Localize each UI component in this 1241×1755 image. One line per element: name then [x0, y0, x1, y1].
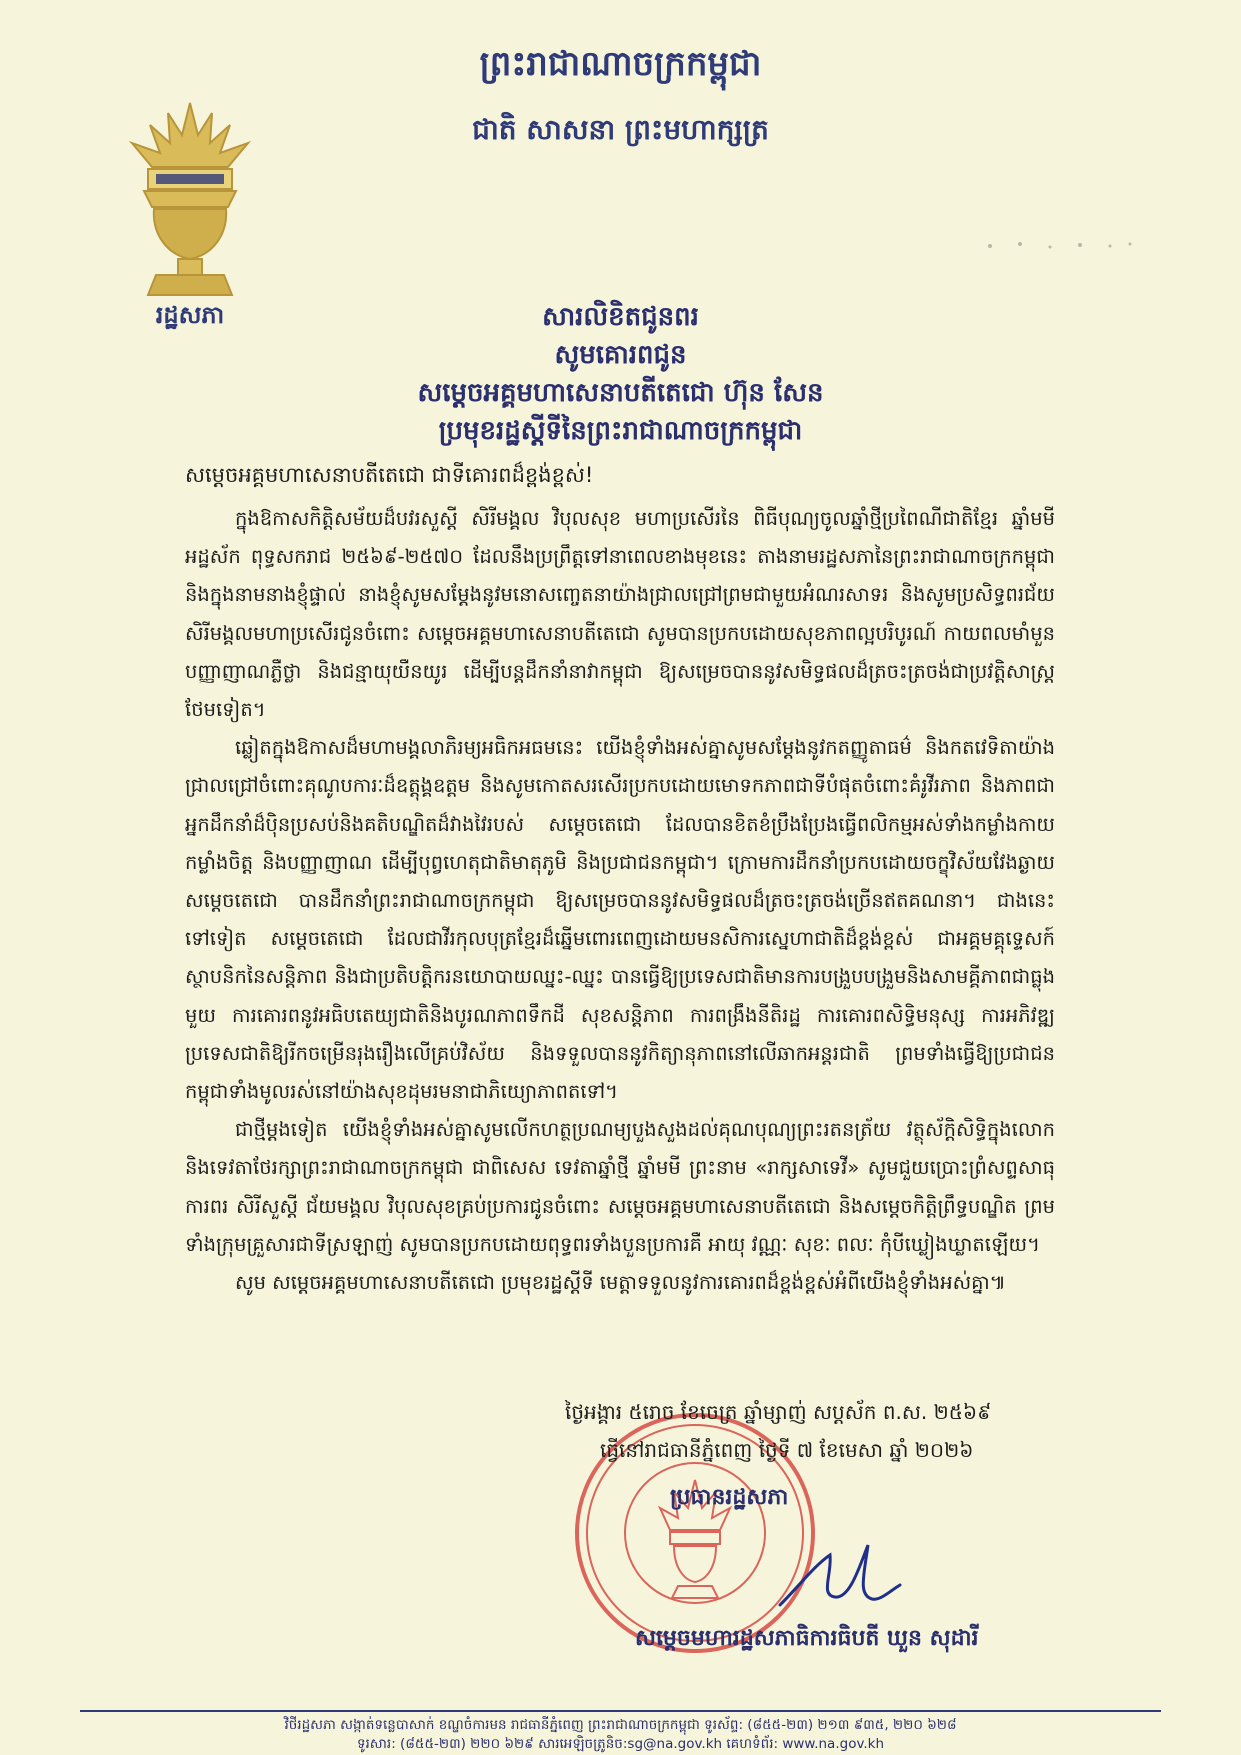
letter-title: សារលិខិតជូនពរ — [542, 302, 699, 332]
lunar-date: ថ្ងៃអង្គារ ៥រោច ខែចេត្រ ឆ្នាំម្សាញ់ សប្តស័ក ព.ស. ២៥៦៩ — [565, 1400, 992, 1424]
national-assembly-emblem-icon — [120, 95, 260, 315]
place-and-date: ធ្វើនៅរាជធានីភ្នំពេញ ថ្ងៃទី ៧ ខែមេសា ឆ្នាំ ២០២៦ — [600, 1438, 974, 1462]
recipient-title: ប្រមុខរដ្ឋស្តីទីនៃព្រះរាជាណាចក្រកម្ពុជា — [438, 416, 803, 446]
national-motto: ជាតិ សាសនា ព្រះមហាក្សត្រ — [472, 113, 769, 146]
body-paragraph: សូម សម្ដេចអគ្គមហាសេនាបតីតេជោ ប្រមុខរដ្ឋស្តីទី មេត្តាទទួលនូវការគោរពដ៏ខ្ពង់ខ្ពស់អំពីយើងខ្ញុំទាំងអស់គ្នា៕ — [235, 1271, 1006, 1295]
letter-body — [185, 500, 1055, 1302]
salutation: សម្ដេចអគ្គមហាសេនាបតីតេជោ ជាទីគោរពដ៏ខ្ពង់ខ្ពស់! — [185, 463, 594, 487]
faint-printed-mark-icon — [980, 236, 1140, 256]
footer-divider — [80, 1710, 1161, 1712]
signer-title: ប្រធានរដ្ឋសភា — [670, 1485, 789, 1510]
footer-address: វិថីរដ្ឋសភា សង្កាត់ទន្លេបាសាក់ ខណ្ឌចំការមន រាជធានីភ្នំពេញ ព្រះរាជាណាចក្រកម្ពុជា ទូរស័ព្ទ: (៨៥៥-២៣) ២១៣ ៩៣៥, ២២០ ៦២៨ — [284, 1717, 957, 1733]
body-paragraph: ក្នុងឱកាសកិត្តិសម័យដ៏បវរសួស្តី សិរីមង្គល វិបុលសុខ មហាប្រសើរនៃ ពិធីបុណ្យចូលឆ្នាំថ្មីប្រពៃណីជាតិខ្មែរ ឆ្នាំមមី អដ្ឋស័ក ពុទ្ធសករាជ ២៥៦៩-២៥៧០ ដែលនឹងប្រព្រឹត្តទៅនាពេលខាងមុខនេះ តាងនាមរដ្ឋសភានៃព្រះរាជាណាចក្រកម្ពុជា និងក្នុងនាមនាងខ្ញុំផ្ទាល់ នាងខ្ញុំសូមសម្តែងនូវមនោសញ្ចេតនាយ៉ាងជ្រាលជ្រៅព្រមជាមួយអំណរសាទរ និងសូមប្រសិទ្ធពរជ័យ សិរីមង្គលមហាប្រសើរជូនចំពោះ សម្ដេចអគ្គមហាសេនាបតីតេជោ សូមបានប្រកបដោយសុខភាពល្អបរិបូរណ៍ កាយពលមាំមួន បញ្ញាញាណភ្លឺថ្លា និងជន្មាយុយឺនយូរ ដើម្បីបន្តដឹកនាំនាវាកម្ពុជា ឱ្យសម្រេចបាននូវសមិទ្ធផលដ៏ត្រចះត្រចង់ជាប្រវត្តិសាស្ត្រថែមទៀត។ — [185, 507, 1055, 722]
kingdom-title: ព្រះរាជាណាចក្រកម្ពុជា — [479, 44, 762, 84]
footer-contact: ទូរសារ: (៨៥៥-២៣) ២២០ ៦២៩ សារអេឡិចត្រូនិច:sg@na.gov.kh គេហទំព័រ: www.na.gov.kh — [356, 1736, 885, 1752]
department-label: រដ្ឋសភា — [155, 301, 225, 329]
body-paragraph: ជាថ្មីម្តងទៀត យើងខ្ញុំទាំងអស់គ្នាសូមលើកហត្ថប្រណម្យបួងសួងដល់គុណបុណ្យព្រះរតនត្រ័យ វត្ថុស័ក្តិសិទ្ធិក្នុងលោក និងទេវតាថែរក្សាព្រះរាជាណាចក្រកម្ពុជា ជាពិសេស ទេវតាឆ្នាំថ្មី ឆ្នាំមមី ព្រះនាម «រាក្សសាទេវី» សូមជួយប្រោះព្រំសព្ទសាធុការពរ សិរីសួស្តី ជ័យមង្គល វិបុលសុខគ្រប់ប្រការជូនចំពោះ សម្ដេចអគ្គមហាសេនាបតីតេជោ និងសម្ដេចកិត្តិព្រឹទ្ធបណ្ឌិត ព្រមទាំងក្រុមគ្រួសារជាទីស្រឡាញ់ សូមបានប្រកបដោយពុទ្ធពរទាំងបួនប្រការគឺ អាយុ វណ្ណៈ សុខៈ ពលៈ កុំបីឃ្លៀងឃ្លាតឡើយ។ — [185, 1118, 1055, 1256]
letter-greeting: សូមគោរពជូន — [554, 340, 687, 370]
body-paragraph: ឆ្លៀតក្នុងឱកាសដ៏មហាមង្គលាភិរម្យអធិកអធមនេះ យើងខ្ញុំទាំងអស់គ្នាសូមសម្តែងនូវកតញ្ញូតាធម៌ និងកតវេទិតាយ៉ាងជ្រាលជ្រៅចំពោះគុណូបការៈដ៏ឧត្តុង្គឧត្តម និងសូមកោតសរសើរប្រកបដោយមោទកភាពជាទីបំផុតចំពោះគំរូវីរភាព និងភាពជាអ្នកដឹកនាំដ៏ប៉ិនប្រសប់និងគតិបណ្ឌិតដ៏វាងវៃរបស់ សម្ដេចតេជោ ដែលបានខិតខំប្រឹងប្រែងធ្វើពលិកម្មអស់ទាំងកម្លាំងកាយកម្លាំងចិត្ត និងបញ្ញាញាណ ដើម្បីបុព្វហេតុជាតិមាតុភូមិ និងប្រជាជនកម្ពុជា។ ក្រោមការដឹកនាំប្រកបដោយចក្ខុវិស័យវែងឆ្ងាយ សម្ដេចតេជោ បានដឹកនាំព្រះរាជាណាចក្រកម្ពុជា ឱ្យសម្រេចបាននូវសមិទ្ធផលដ៏ត្រចះត្រចង់ច្រើនឥតគណនា។ ជាងនេះទៅទៀត សម្ដេចតេជោ ដែលជាវីរកុលបុត្រខ្មែរដ៏ឆ្នើមពោរពេញដោយមនសិការស្នេហាជាតិដ៏ខ្ពង់ខ្ពស់ ជាអគ្គមគ្គុទ្ទេសក៍ស្ថាបនិកនៃសន្តិភាព និងជាប្រតិបត្តិករនយោបាយឈ្នះ-ឈ្នះ បានធ្វើឱ្យប្រទេសជាតិមានការបង្រួបបង្រួមនិងសាមគ្គីភាពជាធ្លុងមួយ ការគោរពនូវអធិបតេយ្យជាតិនិងបូរណភាពទឹកដី សុខសន្តិភាព ការពង្រឹងនីតិរដ្ឋ ការគោរពសិទ្ធិមនុស្ស ការអភិវឌ្ឍប្រទេសជាតិឱ្យរីកចម្រើនរុងរឿងលើគ្រប់វិស័យ និងទទួលបាននូវកិត្យានុភាពនៅលើឆាកអន្តរជាតិ ព្រមទាំងធ្វើឱ្យប្រជាជនកម្ពុជាទាំងមូលរស់នៅយ៉ាងសុខដុមរមនាជាភិយ្យោភាពតទៅ។ — [185, 736, 1055, 1104]
signer-name: សម្ដេចមហារដ្ឋសភាធិការធិបតី ឃួន សុដារី — [635, 1626, 979, 1651]
recipient-name: សម្ដេចអគ្គមហាសេនាបតីតេជោ ហ៊ុន សែន — [417, 378, 824, 408]
handwritten-signature-icon — [760, 1525, 910, 1625]
